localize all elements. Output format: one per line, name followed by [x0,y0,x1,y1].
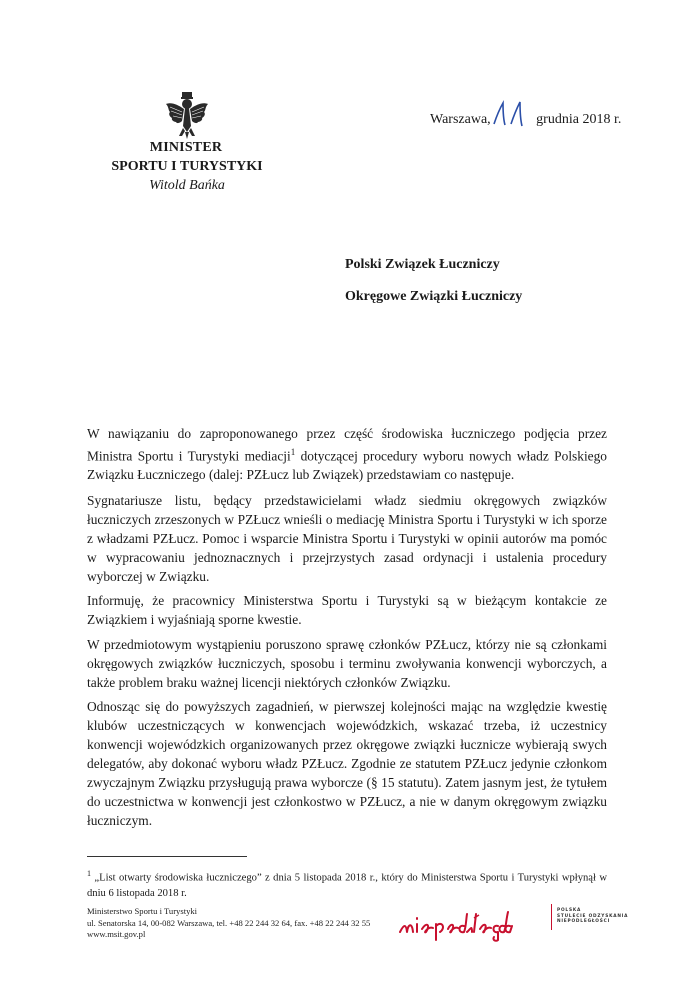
recipient-2: Okręgowe Związki Łuczniczy [345,289,523,304]
ministry-title-line1: MINISTER [149,140,223,155]
footer-website[interactable]: www.msit.gov.pl [87,929,146,939]
footnote [87,866,607,901]
footer-address: ul. Senatorska 14, 00-082 Warszawa, tel. +48 22 244 32 64, fax. +48 22 244 32 55 [87,917,371,928]
body-paragraph-4: W przedmiotowym wystąpieniu poruszono sprawę członków PZŁucz, którzy nie są członkami okręgowych związków łuczniczych, sposobu i terminu zwoływania konwencji wyborczych, a także problem braku ważnej licencji niektórych członków Związku. [87,637,607,690]
footnote-ref-mark: 1 [290,447,296,457]
logo-line-3: NIEPODLEGŁOŚCI [557,919,611,925]
p1-text-start: W nawiązaniu do zaproponowanego przez część środowiska łuczniczego podjęcia przez Ministra Sportu i Turystyki mediacji [87,426,607,464]
logo-line-1: POLSKA [557,908,582,913]
logo-caption [557,908,647,925]
footnote-text: „List otwarty środowiska łuczniczego” z dnia 5 listopada 2018 r., który do Ministerstwa Sportu i Turystyki wpłynął w dniu 6 listopada 2018 r. [87,872,607,899]
logo-line-2: STULECIE ODZYSKANIA [557,913,629,919]
p1-text-end: dotyczącej procedury wyboru nowych władz Polskiego Związku Łuczniczego (dalej: PZŁucz lub Związek) przedstawiam co następuje. [87,448,607,483]
ministry-title-line2: SPORTU I TURYSTYKI [111,159,263,174]
recipient-1: Polski Związek Łuczniczy [345,257,500,272]
footnote-divider [87,856,247,857]
body-paragraph-5: Odnosząc się do powyższych zagadnień, w pierwszej kolejności mając na względzie kwestię klubów uczestniczących w konwencjach wojewódzkich, wskazać trzeba, iż uczestnicy konwencji wojewódzkich organizowanych przez okręgowe związki łucznicze wybierają swych delegatów, aby dokonać wyboru władz PZŁucz. Zgodnie ze statutem PZŁucz jedynie członkom zwyczajnym Związku przysługują prawa wyborcze (§ 15 statutu). Zatem jasnym jest, że tytułem do uczestnictwa w konwencji jest członkostwo w PZŁucz, a nie w danym okręgowym związku łuczniczym. [87,699,607,828]
body-paragraph-3: Informuję, że pracownicy Ministerstwa Sportu i Turystyki są w bieżącym kontakcie ze Związkiem i wyjaśniają sporne kwestie. [87,593,607,627]
niepodlegla-script-logo [398,902,544,942]
date-rest: grudnia 2018 r. [536,112,622,127]
body-paragraph-2: Sygnatariusze listu, będący przedstawicielami władz siedmiu okręgowych związków łuczniczych zrzeszonych w PZŁucz wnieśli o mediację Ministra Sportu i Turystyki w ich sporze z władzami PZŁucz. Pomoc i wsparcie Ministra Sportu i Turystyki w opinii autorów ma pomóc w wypracowaniu jednoznacznych i przejrzystych zasad ordynacji i ustalenia procedury wyborczej w Związku. [87,493,607,584]
letter-date [430,110,621,128]
logo-divider [551,904,552,930]
body-paragraph-1 [87,424,607,484]
handwritten-day [491,110,533,128]
polish-eagle-emblem-icon [165,92,209,140]
date-place: Warszawa, [430,112,491,127]
footer-org: Ministerstwo Sportu i Turystyki [87,906,198,916]
footnote-mark: 1 [87,869,91,878]
footer-contact [87,906,370,941]
minister-name: Witold Bańka [149,178,225,193]
